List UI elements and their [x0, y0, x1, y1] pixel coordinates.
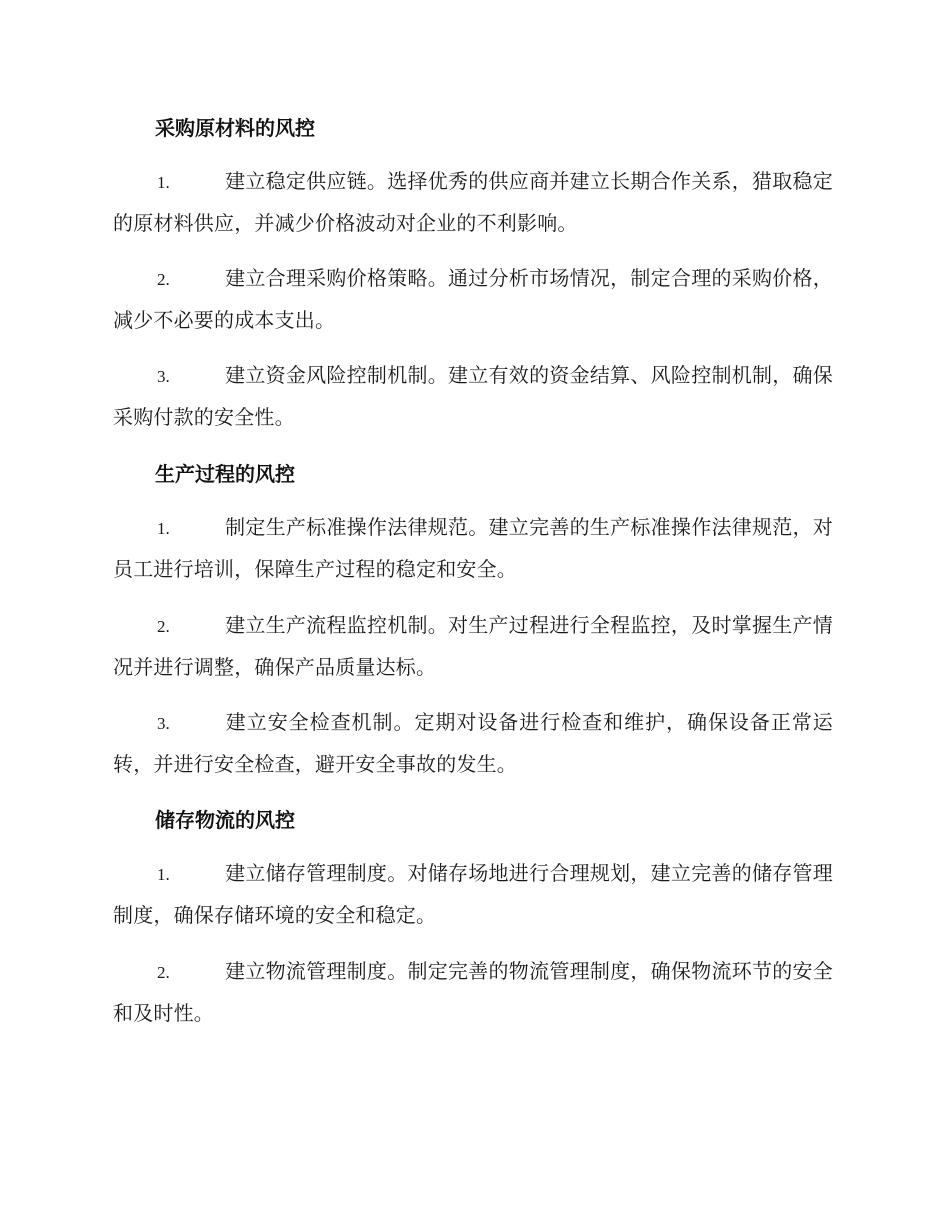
- item-number: 2.: [157, 270, 170, 289]
- list-item: [113, 702, 833, 785]
- item-number: 3.: [157, 367, 170, 386]
- section-heading-storage-logistics: 储存物流的风控: [155, 808, 295, 832]
- list-item: [113, 355, 833, 438]
- item-number: 1.: [157, 173, 170, 192]
- item-text: 建立生产流程监控机制。对生产过程进行全程监控，及时掌握生产情况并进行调整，确保产品质量达标。: [113, 613, 833, 679]
- item-text: 建立储存管理制度。对储存场地进行合理规划，建立完善的储存管理制度，确保存储环境的安全和稳定。: [113, 861, 833, 927]
- item-number: 2.: [157, 963, 170, 982]
- item-text: 建立稳定供应链。选择优秀的供应商并建立长期合作关系，猎取稳定的原材料供应，并减少价格波动对企业的不利影响。: [113, 169, 833, 235]
- item-number: 1.: [157, 519, 170, 538]
- item-text: 建立安全检查机制。定期对设备进行检查和维护，确保设备正常运转，并进行安全检查，避开安全事故的发生。: [113, 710, 833, 776]
- item-text: 建立物流管理制度。制定完善的物流管理制度，确保物流环节的安全和及时性。: [113, 959, 833, 1025]
- item-text: 制定生产标准操作法律规范。建立完善的生产标准操作法律规范，对员工进行培训，保障生产过程的稳定和安全。: [113, 515, 833, 581]
- list-item: [113, 258, 833, 341]
- list-item: [113, 853, 833, 936]
- item-text: 建立合理采购价格策略。通过分析市场情况，制定合理的采购价格，减少不必要的成本支出。: [113, 266, 833, 332]
- item-number: 3.: [157, 714, 170, 733]
- item-text: 建立资金风险控制机制。建立有效的资金结算、风险控制机制，确保采购付款的安全性。: [113, 363, 833, 429]
- item-number: 2.: [157, 617, 170, 636]
- section-heading-procurement: 采购原材料的风控: [155, 116, 315, 140]
- list-item: [113, 161, 833, 244]
- list-item: [113, 605, 833, 688]
- section-heading-production: 生产过程的风控: [155, 462, 295, 486]
- item-number: 1.: [157, 865, 170, 884]
- list-item: [113, 507, 833, 590]
- list-item: [113, 951, 833, 1034]
